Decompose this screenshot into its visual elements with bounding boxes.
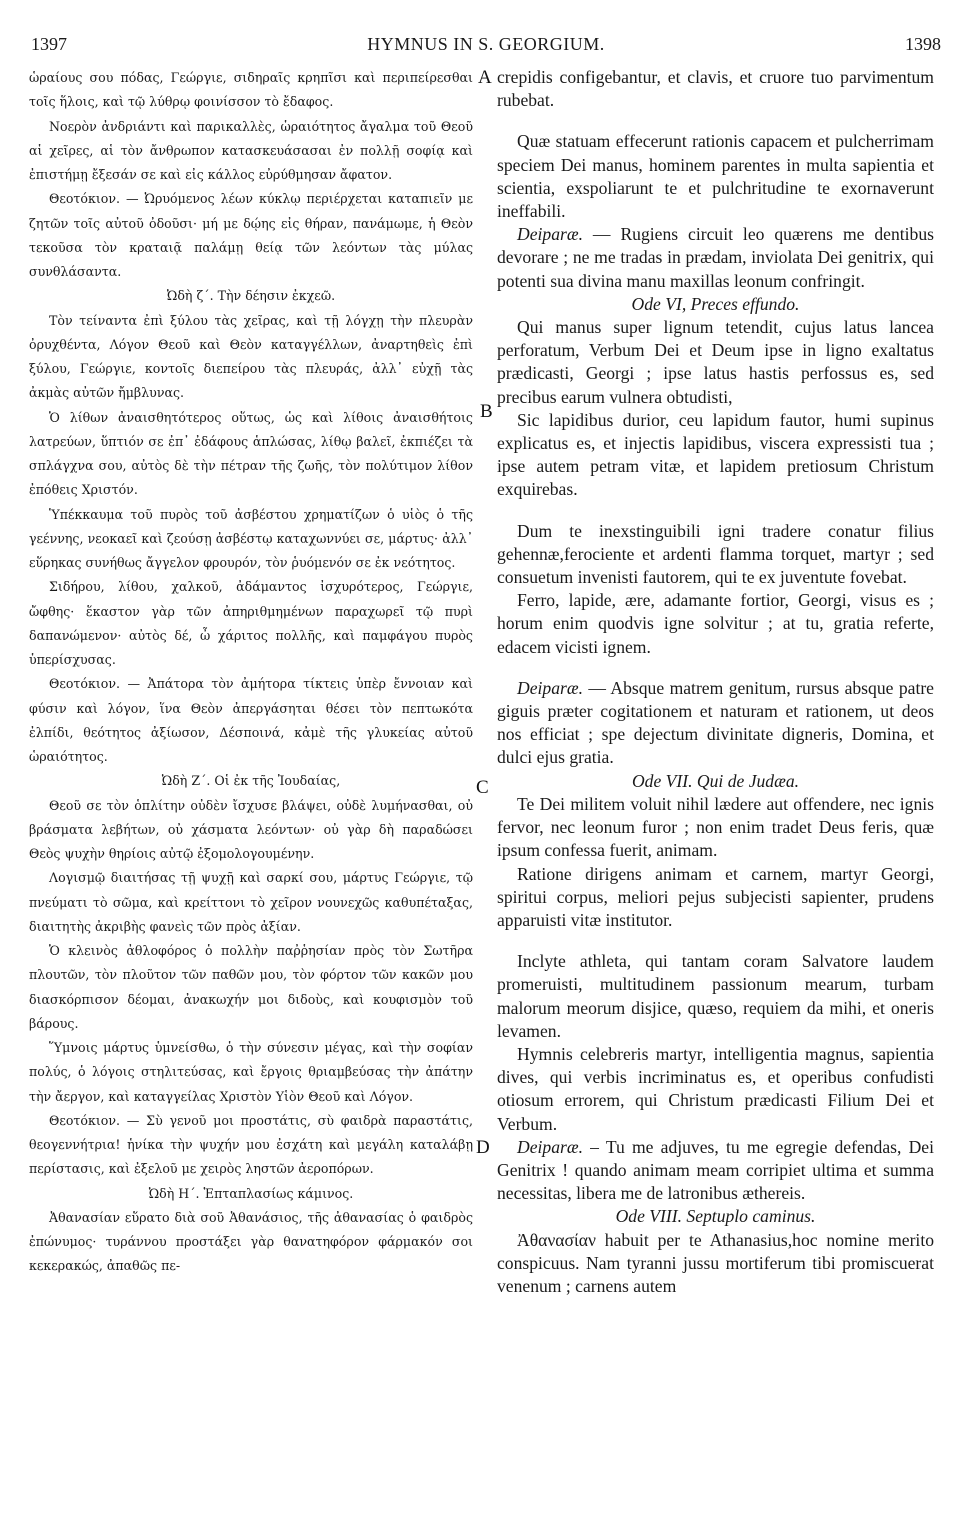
greek-ode-heading: Ὠδὴ Η΄. Ἑπταπλασίως κάμινος. (148, 1185, 354, 1201)
margin-letter-c: C (476, 777, 489, 798)
running-title: HYMNUS IN S. GEORGIUM. (367, 34, 605, 54)
greek-paragraph: Θεοτόκιον. — Σὺ γενοῦ μοι προστάτις, σὺ φαιδρὰ παραστάτις, θεογεννήτρια! ἡνίκα τὴν ψυχήν μου ἐσχάτη καὶ μεγάλη καταλάβῃ περίστασις, καὶ ἐξελοῦ με χειρὸς ληστῶν ἀεροπόρων. (29, 1112, 473, 1177)
latin-paragraph: Qui manus super lignum tetendit, cujus latus lancea perforatum, Verbum Dei et Deum ipse in ligno exaltatus prædicasti, Georgi ; ipse latus hastis perfossus es, sed precibus earum vulnera obtudisti, (497, 317, 934, 407)
greek-paragraph: Τὸν τείναντα ἐπὶ ξύλου τὰς χεῖρας, καὶ τῇ λόγχῃ τὴν πλευρὰν ὀρυχθέντα, Λόγον Θεοῦ καὶ Θεὸν καταγγέλλων, ἀναρτηθεὶς ἐπὶ ξύλου, Γεώργιε, κοντοῖς διεπείρου τὰς πλευράς, ἀλλ᾿ εὐχῇ τὰς ἀκμὰς αὐτῶν ἤμβλυνας. (29, 312, 473, 401)
latin-ode-heading: Ode VII. Qui de Judæa. (631, 770, 800, 791)
greek-paragraph: Ὕμνοις μάρτυς ὑμνείσθω, ὁ τὴν σύνεσιν μέγας, καὶ τὴν σοφίαν πολύς, ὁ λόγοις στηλιτεύσας, καὶ ἔργοις θριαμβεύσας τὴν ἀπάτην τὴν ἄεργον, καὶ καταγγείλας Χριστὸν Υἱὸν Θεοῦ καὶ Λόγον. (29, 1040, 473, 1104)
latin-paragraph: Hymnis celebreris martyr, intelligentia magnus, sapientia dives, qui verbis incriminatus es, et operibus confudisti otiosum errorem, qui Christum prædicasti Filium Dei et Verbum. (497, 1043, 934, 1134)
page-header (31, 34, 941, 58)
latin-paragraph: Deiparæ. — Rugiens circuit leo quærens me dentibus devorare ; ne me tradas in prædam, inviolata Dei genitrix, qui potenti sua divina manu maxillas leonum confringit. (497, 224, 934, 291)
latin-paragraph: Ratione dirigens animam et carnem, martyr Georgi, spiritui corpus, meliori pejus subjecisti sapienter, prudens apparuisti vitæ institutor. (497, 863, 934, 930)
latin-ode-heading: Ode VIII. Septuplo caminus. (615, 1206, 816, 1227)
greek-ode-heading: Ὠδὴ ζ΄. Τὴν δέησιν ἐκχεῶ. (166, 288, 336, 304)
greek-ode-heading: Ὠδὴ Ζ΄. Οἱ ἐκ τῆς Ἰουδαίας, (161, 773, 341, 789)
latin-paragraph: Inclyte athleta, qui tantam coram Salvatore laudem promeruisti, multitudinem passionum mearum, turbam malorum meorum disjice, quæso, requiem da mihi, et oneris levamen. (497, 951, 934, 1041)
latin-paragraph: Quæ statuam effecerunt rationis capacem et pulcherrimam speciem Dei manus, hominem parentes in multa sapientia et scientia, exspoliarunt te et pulchritudine te exornaverunt ineffabili. (497, 131, 934, 222)
greek-paragraph: Ὑπέκκαυμα τοῦ πυρὸς τοῦ ἀσβέστου χρηματίζων ὁ υἱὸς ὁ τῆς γεέννης, νεοκαεῖ καὶ ζεούσῃ ἀσβέστῳ καταχωννύει σε, μάρτυς· ἀλλ᾿ εὕρηκας συνήθως ἄγγελον φρουρόν, τὸν ῥυόμενόν σε ἐκ νεότητος. (29, 506, 473, 570)
deiparae-label: Deiparæ. (517, 1136, 583, 1157)
margin-letter-d: D (476, 1137, 490, 1158)
margin-letter-b: B (480, 401, 493, 422)
deiparae-label: Deiparæ. (517, 224, 583, 245)
latin-paragraph: Ferro, lapide, ære, adamante fortior, Georgi, visus es ; horum enim quodvis igne solvitur ; at tu, gratia referte, edacem vicisti ignem. (497, 590, 934, 657)
greek-column (29, 66, 473, 1279)
deiparae-label: Deiparæ. (517, 677, 583, 698)
page-number-right: 1398 (905, 34, 941, 54)
greek-paragraph: Θεοῦ σε τὸν ὁπλίτην οὐδὲν ἴσχυσε βλάψει, οὐδὲ λυμήνασθαι, οὐ βράσματα λεβήτων, οὐ χάσματα λεόντων· οὐ γὰρ δὴ παραδώσει Θεὸς ψυχὴν θηρίοις αὐτῷ ἐξομολογουμένην. (29, 797, 473, 861)
greek-paragraph: Λογισμῷ διαιτήσας τῇ ψυχῇ καὶ σαρκί σου, μάρτυς Γεώργιε, τῷ πνεύματι τὸ σῶμα, καὶ κρείττονι τὸ χεῖρον νουνεχῶς καθυπέταξας, διαιτητὴς ἀκριβὴς φανεὶς τῶν πρὸς ἀξίαν. (29, 870, 473, 934)
greek-paragraph: Ὁ λίθων ἀναισθητότερος οὕτως, ὡς καὶ λίθοις ἀναισθήτοις λατρεύων, ὕπτιόν σε ἐπ᾿ ἐδάφους ἁπλώσας, λίθῳ βαλεῖ, ἐκπιέζει τὰ σπλάγχνα σου, αὐτὸς δὲ τὴν πέτραν τῆς ζωῆς, τὸν πολύτιμον λίθον ἐπόθεις Χριστόν. (29, 409, 473, 498)
margin-letter-a: A (478, 67, 492, 88)
greek-paragraph: Ἀθανασίαν εὕρατο διὰ σοῦ Ἀθανάσιος, τῆς ἀθανασίας ὁ φαιδρὸς ἐπώνυμος· τυράννου προστάξει γὰρ θανατηφόρον φάρμακόν σοι κεκερακώς, ἀπαθῶς πε- (29, 1209, 473, 1274)
latin-paragraph: Te Dei militem voluit nihil lædere aut offendere, nec ignis fervor, nec leonum furor ; non enim tradet Deus feris, quæ ipsum confessa fuerit, animam. (497, 793, 934, 861)
greek-paragraph: Νοερὸν ἀνδριάντι καὶ παρικαλλὲς, ὡραιότητος ἄγαλμα τοῦ Θεοῦ αἱ χεῖρες, αἱ τὸν ἄνθρωπον κατασκευάσασαι ἐν πολλῇ σοφίᾳ καὶ ἐπιστήμῃ ἔξεσάν σε καὶ εἰς κάλλος εὐρύθμησαν ἄφατον. (29, 118, 473, 182)
latin-paragraph: Sic lapidibus durior, ceu lapidum fautor, humi supinus explicatus es, et injectis lapidibus, viscera expressisti tua ; ipse autem petram vitæ, et lapidem pretiosum Christum exquirebas. (497, 409, 934, 500)
latin-paragraph: Dum te inexstinguibili igni tradere conatur filius gehennæ,ferociente et ardenti flamma torquet, martyr ; sed consuetum invenisti fautorem, qui te ex juventute fovebat. (497, 520, 934, 588)
latin-ode-heading: Ode VI, Preces effundo. (631, 293, 800, 314)
greek-paragraph: Ὁ κλεινὸς ἀθλοφόρος ὁ πολλὴν παῤῥησίαν πρὸς τὸν Σωτῆρα πλουτῶν, τὸν πλοῦτον τῶν παθῶν μου, τὸν φόρτον τῶν κακῶν μου διασκόρπισον δέομαι, ἀνακωχήν μοι διδοὺς, καὶ κουφισμὸν τοῦ βάρους. (29, 943, 473, 1031)
greek-paragraph: ὡραίους σου πόδας, Γεώργιε, σιδηραῖς κρηπῖσι καὶ περιπείρεσθαι τοῖς ἥλοις, καὶ τῷ λύθρῳ φοινίσσον τὸ ἔδαφος. (29, 70, 473, 110)
page-number-left: 1397 (31, 34, 67, 54)
greek-paragraph: Σιδήρου, λίθου, χαλκοῦ, ἀδάμαντος ἰσχυρότερος, Γεώργιε, ὤφθης· ἕκαστον γὰρ τῶν ἀπηριθμημένων παραχωρεῖ τῷ πυρὶ δαπανώμενον· αὐτὸς δέ, ὦ χάριτος πολλῆς, καὶ παμφάγου πυρὸς ὑπερίσχυσας. (29, 579, 473, 667)
latin-column (497, 66, 934, 1298)
latin-paragraph: Ἀθανασίαν habuit per te Athanasius,hoc nomine merito conspicuus. Nam tyranni jussu mortiferum tibi promiscuerat venenum ; carnens autem (497, 1229, 934, 1296)
latin-paragraph: Deiparæ. – Tu me adjuves, tu me egregie defendas, Dei Genitrix ! quando animam meam corripiet ultima et summa necessitas, libera me de latronibus æthereis. (497, 1136, 934, 1204)
latin-paragraph: crepidis configebantur, et clavis, et cruore tuo parvimentum rubebat. (497, 67, 934, 111)
latin-paragraph: Deiparæ. — Absque matrem genitum, rursus absque patre giguis præter cogitationem et naturam et rationem, ut deos nos efficiat ; spe dejectum divinitate digneris, Domina, et dulci ejus gratia. (497, 677, 934, 768)
greek-paragraph: Θεοτόκιον. — Ἀπάτορα τὸν ἀμήτορα τίκτεις ὑπὲρ ἔννοιαν καὶ φύσιν καὶ λόγον, ἵνα Θεὸν ἀπεργάσηται θέσει τὸν πεπτωκότα ἐλπίδι, θεότητος ἀξίωσον, Δέσποινά, κἀμὲ τῆς γλυκείας αὐτοῦ ὡραιότητος. (29, 676, 473, 764)
greek-paragraph: Θεοτόκιον. — Ὠρυόμενος λέων κύκλῳ περιέρχεται καταπιεῖν με ζητῶν τοῖς αὐτοῦ ὀδοῦσι· μή με δῴης εἰς θήραν, πανάμωμε, ἡ Θεὸν τεκοῦσα τὸν κραταιᾷ παλάμῃ θείᾳ τῶν λεόντων τὰς μύλας συνθλάσαντα. (29, 191, 473, 279)
